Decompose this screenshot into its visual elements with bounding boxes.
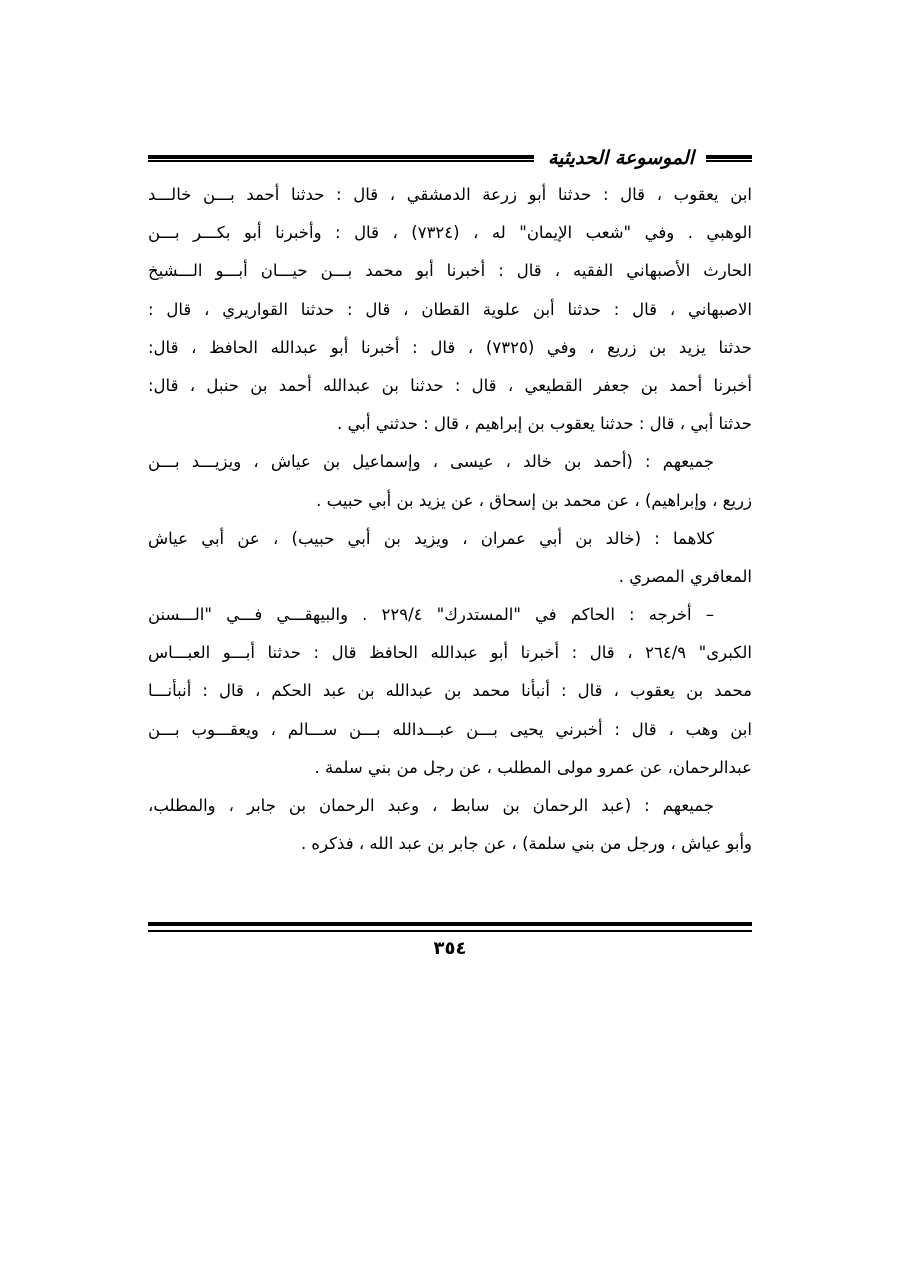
text-line: أخبرنا أحمد بن جعفر القطيعي ، قال : حدثنا بن عبدالله أحمد بن حنبل ، قال:	[148, 375, 752, 395]
running-header	[148, 146, 752, 170]
text-line: وأبو عياش ، ورجل من بني سلمة) ، عن جابر بن عبد الله ، فذكره .	[300, 834, 752, 854]
header-rule-long	[148, 155, 534, 162]
text-line: الكبرى" ٢٦٤/٩ ، قال : أخبرنا أبو عبدالله الحافظ قال : حدثنا أبـــو العبـــاس	[148, 643, 752, 663]
text-line: جميعهم : (أحمد بن خالد ، عيسى ، وإسماعيل بن عياش ، ويزيـــد بـــن	[148, 452, 714, 472]
page-body	[148, 176, 752, 863]
text-line: كلاهما : (خالد بن أبي عمران ، ويزيد بن أبي حبيب) ، عن أبي عياش	[148, 528, 714, 548]
footer-rule	[148, 922, 752, 932]
text-line: حدثنا أبي ، قال : حدثنا يعقوب بن إبراهيم ، قال : حدثني أبي .	[337, 414, 752, 434]
text-line: ابن يعقوب ، قال : حدثنا أبو زرعة الدمشقي ، قال : حدثنا أحمد بـــن خالـــد	[148, 185, 752, 204]
text-line: عبدالرحمان، عن عمرو مولى المطلب ، عن رجل من بني سلمة .	[314, 757, 752, 777]
text-line: – أخرجه : الحاكم في "المستدرك" ٢٢٩/٤ . والبيهقـــي فـــي "الـــسنن	[148, 605, 714, 625]
header-rule-short	[706, 155, 752, 162]
book-title: الموسوعة الحديثية	[548, 147, 694, 169]
text-line: المعافري المصري .	[618, 566, 752, 586]
text-line: الحارث الأصبهاني الفقيه ، قال : أخبرنا أبو محمد بـــن حيـــان أبـــو الـــشيخ	[148, 261, 752, 281]
text-line: ابن وهب ، قال : أخبرني يحيى بـــن عبـــدالله بـــن ســـالم ، ويعقـــوب بـــن	[148, 719, 752, 739]
text-line: حدثنا يزيد بن زريع ، وفي (٧٣٢٥) ، قال : أخبرنا أبو عبدالله الحافظ ، قال:	[148, 337, 752, 357]
text-line: جميعهم : (عبد الرحمان بن سابط ، وعبد الرحمان بن جابر ، والمطلب،	[148, 796, 714, 815]
page-number: ٣٥٤	[433, 938, 467, 959]
text-line: زريع ، وإبراهيم) ، عن محمد بن إسحاق ، عن يزيد بن أبي حبيب .	[316, 490, 752, 510]
text-line: الاصبهاني ، قال : حدثنا أبن علوية القطان ، قال : حدثنا القواريري ، قال :	[148, 299, 752, 319]
text-line: محمد بن يعقوب ، قال : أنبأنا محمد بن عبدالله بن عبد الحكم ، قال : أنبأنـــا	[148, 681, 752, 701]
text-line: الوهبي . وفي "شعب الإيمان" له ، (٧٣٢٤) ، قال : وأخبرنا أبو بكـــر بـــن	[148, 223, 752, 243]
